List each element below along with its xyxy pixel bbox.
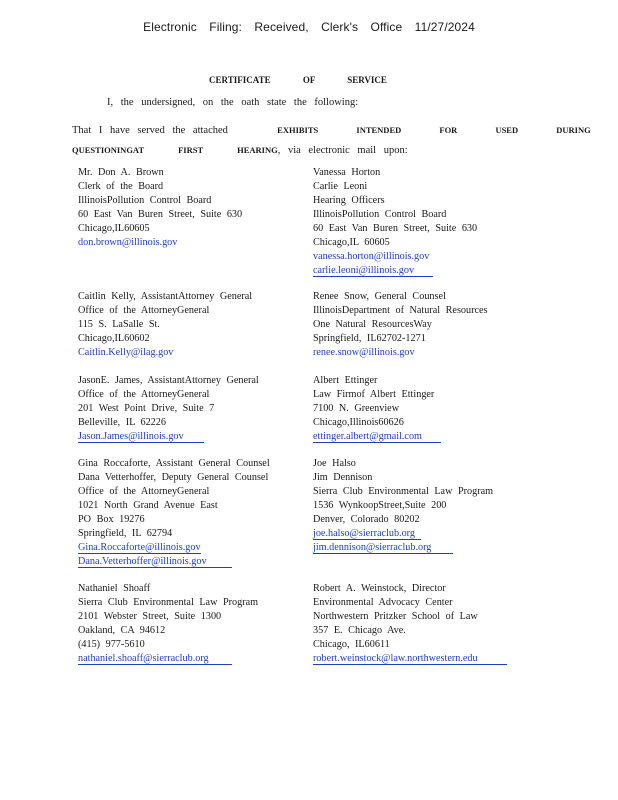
service-suffix: , via electronic mail upon:: [277, 145, 408, 156]
email-link[interactable]: joe.halso@sierraclub.org: [313, 528, 421, 540]
recipient-address-line: Robert A. Weinstock, Director: [313, 583, 446, 594]
recipient-address-line: Mr. Don A. Brown: [78, 167, 164, 178]
recipient-address-line: Nathaniel Shoaff: [78, 583, 151, 594]
recipient-address-line: 2101 Webster Street, Suite 1300: [78, 611, 222, 622]
recipient-address-line: Springfield, IL 62794: [78, 528, 173, 539]
recipient-block: [313, 166, 477, 278]
email-link[interactable]: Caitlin.Kelly@ilag.gov: [78, 347, 174, 358]
recipient-address-line: JasonE. James, AssistantAttorney General: [78, 375, 259, 386]
email-link[interactable]: Jason.James@illinois.gov: [78, 431, 204, 443]
service-prefix: That I have served the attached: [72, 125, 228, 136]
recipient-address-line: Law Firmof Albert Ettinger: [313, 389, 435, 400]
recipient-address-line: PO Box 19276: [78, 514, 145, 525]
recipient-address-line: Chicago,Illinois60626: [313, 417, 404, 428]
recipient-block: [313, 374, 441, 444]
recipient-address-line: Clerk of the Board: [78, 181, 164, 192]
recipient-block: [78, 457, 270, 569]
recipient-address-line: IllinoisDepartment of Natural Resources: [313, 305, 488, 316]
recipient-block: [78, 166, 242, 250]
recipient-address-line: 60 East Van Buren Street, Suite 630: [78, 209, 243, 220]
recipient-address-line: Sierra Club Environmental Law Program: [313, 486, 494, 497]
email-link[interactable]: Dana.Vetterhoffer@illinois.gov: [78, 556, 232, 568]
recipient-address-line: Caitlin Kelly, AssistantAttorney General: [78, 291, 253, 302]
recipient-block: [78, 290, 252, 360]
service-statement-line-2: [72, 145, 408, 156]
recipient-address-line: Joe Halso: [313, 458, 356, 469]
recipient-address-line: Jim Dennison: [313, 472, 373, 483]
recipient-address-line: Office of the AttorneyGeneral: [78, 486, 210, 497]
recipient-address-line: 1021 North Grand Avenue East: [78, 500, 218, 511]
recipient-block: [78, 374, 259, 444]
recipient-address-line: 201 West Point Drive, Suite 7: [78, 403, 215, 414]
recipient-address-line: Vanessa Horton: [313, 167, 381, 178]
recipient-block: [313, 457, 493, 555]
recipient-address-line: Office of the AttorneyGeneral: [78, 389, 210, 400]
recipient-address-line: Northwestern Pritzker School of Law: [313, 611, 478, 622]
service-statement-line-1: [72, 125, 591, 136]
email-link[interactable]: robert.weinstock@law.northwestern.edu: [313, 653, 507, 665]
email-link[interactable]: Gina.Roccaforte@illinois.gov: [78, 542, 201, 553]
recipient-block: [313, 290, 488, 360]
recipient-address-line: Chicago, IL60611: [313, 639, 390, 650]
document-name-part-2: QUESTIONINGAT FIRST HEARING: [72, 145, 278, 155]
recipient-address-line: Albert Ettinger: [313, 375, 378, 386]
recipient-address-line: Renee Snow, General Counsel: [313, 291, 446, 302]
recipient-address-line: IllinoisPollution Control Board: [78, 195, 212, 206]
recipient-address-line: Hearing Officers: [313, 195, 385, 206]
recipient-address-line: 115 S. LaSalle St.: [78, 319, 160, 330]
document-title: CERTIFICATE OF SERVICE: [209, 75, 387, 85]
recipient-address-line: Environmental Advocacy Center: [313, 597, 453, 608]
filing-stamp: Electronic Filing: Received, Clerk's Office 11/27/2024: [143, 20, 475, 34]
recipient-address-line: Carlie Leoni: [313, 181, 368, 192]
recipient-block: [313, 582, 507, 666]
email-link[interactable]: nathaniel.shoaff@sierraclub.org: [78, 653, 232, 665]
recipient-address-line: 60 East Van Buren Street, Suite 630: [313, 223, 478, 234]
recipient-address-line: One Natural ResourcesWay: [313, 319, 432, 330]
recipient-address-line: 1536 WynkoopStreet,Suite 200: [313, 500, 447, 511]
email-link[interactable]: renee.snow@illinois.gov: [313, 347, 415, 358]
email-link[interactable]: carlie.leoni@illinois.gov: [313, 265, 433, 277]
recipient-address-line: (415) 977-5610: [78, 639, 145, 650]
recipient-address-line: 357 E. Chicago Ave.: [313, 625, 406, 636]
recipient-address-line: Chicago,IL60602: [78, 333, 150, 344]
intro-statement: I, the undersigned, on the oath state the following:: [107, 97, 359, 108]
recipient-address-line: Sierra Club Environmental Law Program: [78, 597, 259, 608]
recipient-address-line: Office of the AttorneyGeneral: [78, 305, 210, 316]
recipient-block: [78, 582, 258, 666]
recipient-address-line: Springfield, IL62702-1271: [313, 333, 426, 344]
email-link[interactable]: ettinger.albert@gmail.com: [313, 431, 441, 443]
recipient-address-line: Dana Vetterhoffer, Deputy General Counsel: [78, 472, 269, 483]
email-link[interactable]: jim.dennison@sierraclub.org: [313, 542, 453, 554]
recipient-address-line: Chicago,IL 60605: [313, 237, 390, 248]
recipient-address-line: 7100 N. Greenview: [313, 403, 400, 414]
document-name-part-1: EXHIBITS INTENDED FOR USED DURING: [277, 125, 591, 135]
email-link[interactable]: vanessa.horton@illinois.gov: [313, 251, 430, 262]
recipient-address-line: Belleville, IL 62226: [78, 417, 166, 428]
recipient-address-line: IllinoisPollution Control Board: [313, 209, 447, 220]
recipient-address-line: Chicago,IL60605: [78, 223, 150, 234]
recipient-address-line: Gina Roccaforte, Assistant General Counsel: [78, 458, 270, 469]
recipient-address-line: Denver, Colorado 80202: [313, 514, 420, 525]
email-link[interactable]: don.brown@illinois.gov: [78, 237, 178, 248]
recipient-address-line: Oakland, CA 94612: [78, 625, 166, 636]
